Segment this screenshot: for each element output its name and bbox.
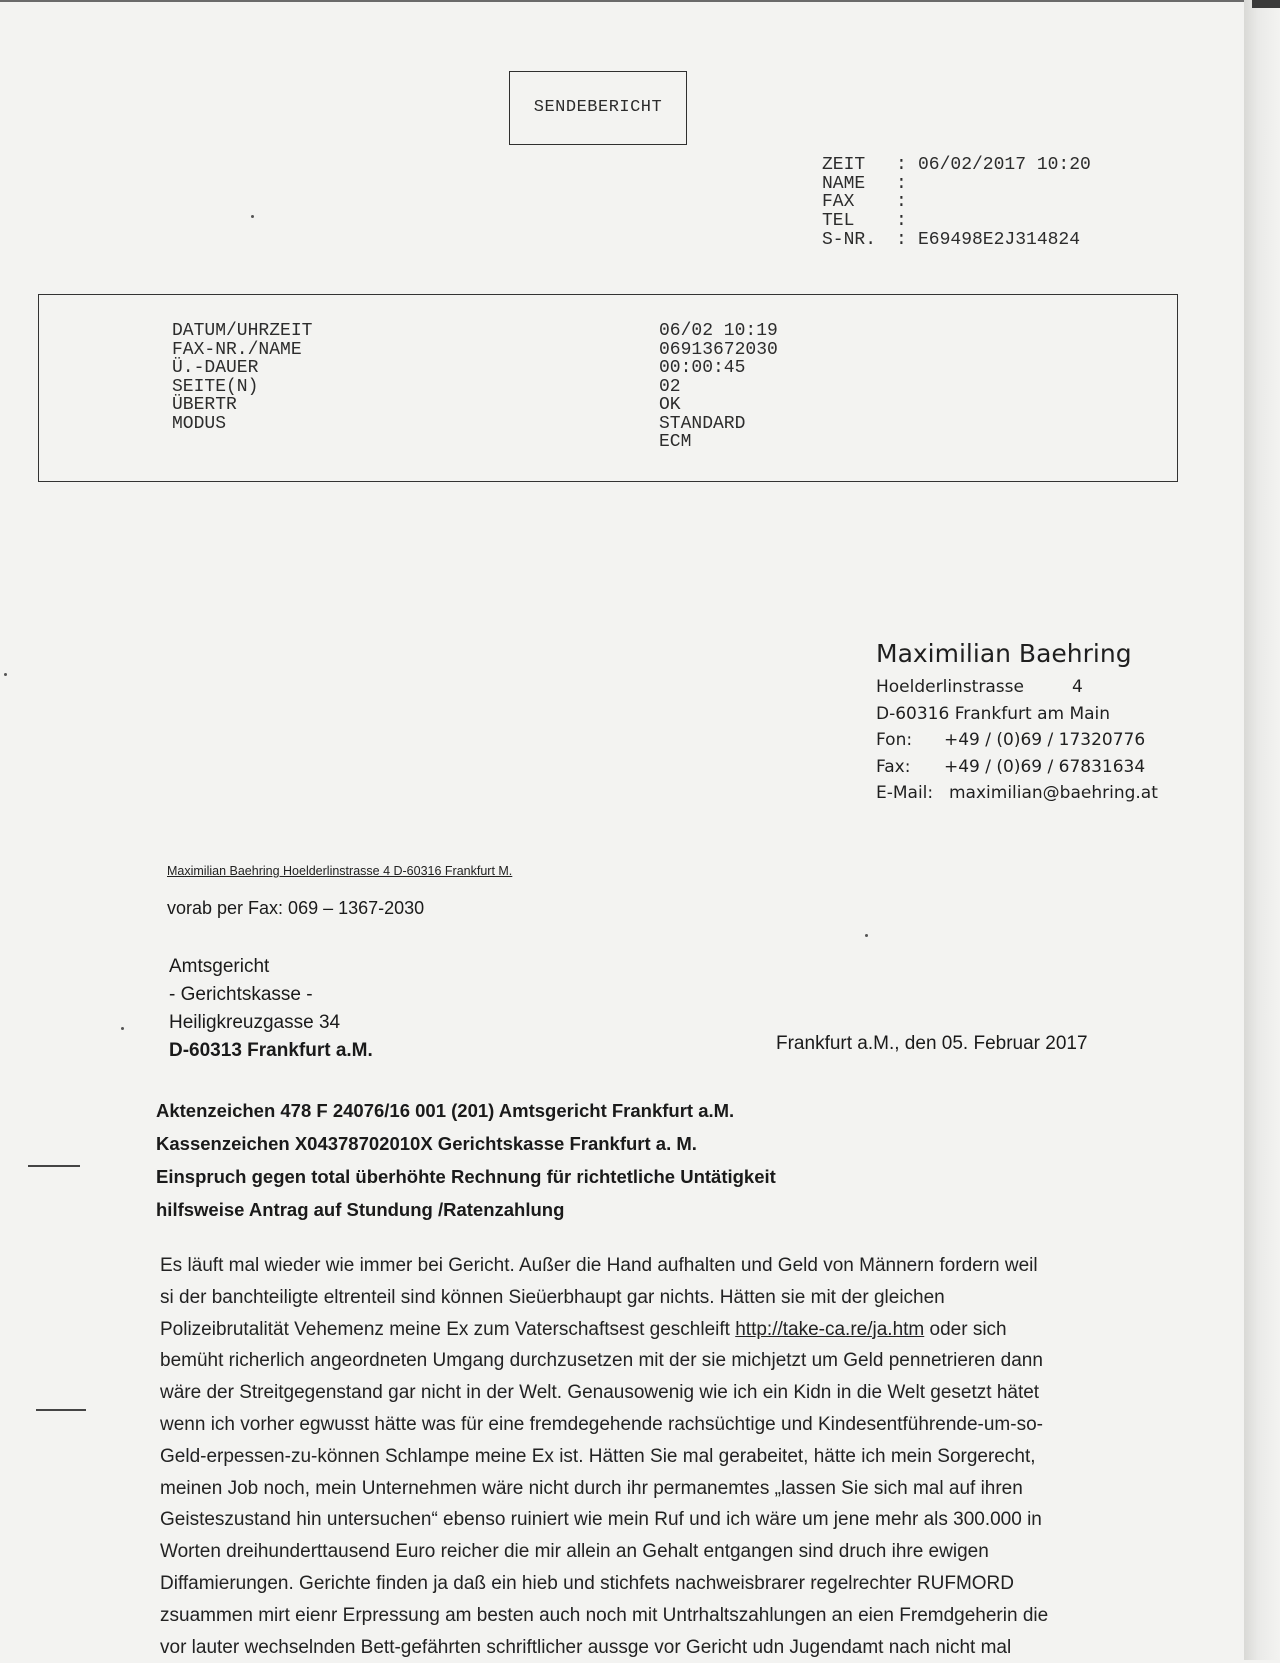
punch-mark bbox=[36, 1409, 86, 1411]
fax-report-title-box bbox=[509, 71, 687, 145]
meta-colon: : bbox=[896, 155, 907, 175]
sender-street-line bbox=[876, 674, 1132, 701]
sender-name: Maximilian Baehring bbox=[876, 639, 1132, 668]
body-line: meinen Job noch, mein Unternehmen wäre nicht durch ihr permanemtes „lassen Sie sich mal auf ihren bbox=[160, 1477, 1023, 1499]
detail-label: FAX-NR./NAME bbox=[172, 339, 302, 360]
meta-colon: : bbox=[896, 173, 907, 194]
meta-colon: : bbox=[896, 211, 907, 232]
detail-label: MODUS bbox=[172, 413, 227, 434]
detail-label: DATUM/UHRZEIT bbox=[172, 321, 313, 341]
meta-label: TEL bbox=[822, 211, 855, 232]
detail-value: STANDARD bbox=[659, 413, 746, 434]
letter-body bbox=[160, 1250, 1160, 1663]
body-line: wäre der Streitgegenstand gar nicht in der Welt. Genausowenig wie ich ein Kidn in die Welt gesetzt hätet bbox=[160, 1382, 1040, 1404]
sender-email-line bbox=[876, 780, 1158, 807]
sender-fax-line bbox=[876, 754, 1146, 781]
body-text-before-link: Polizeibrutalität Vehemenz meine Ex zum Vaterschaftsest geschleift bbox=[160, 1318, 736, 1340]
body-line: bemüht richerlich angeordneten Umgang durchzusetzen mit der sie michjetzt um Geld pennetrieren dann bbox=[160, 1350, 1043, 1372]
detail-value: ECM bbox=[659, 432, 692, 452]
transmission-labels bbox=[172, 322, 312, 433]
subject-block bbox=[156, 1094, 776, 1226]
sender-phone-label: Fon: bbox=[876, 730, 913, 750]
subject-line: Aktenzeichen 478 F 24076/16 001 (201) Amtsgericht Frankfurt a.M. bbox=[156, 1100, 735, 1121]
meta-label: ZEIT bbox=[822, 155, 866, 175]
body-line: Worten dreihunderttausend Euro reicher die mir allein an Gehalt entgangen sind druch ihre ewigen bbox=[160, 1541, 989, 1563]
letter-date: Frankfurt a.M., den 05. Februar 2017 bbox=[776, 1033, 1088, 1054]
detail-label: SEITE(N) bbox=[172, 376, 259, 397]
detail-value: 06913672030 bbox=[659, 339, 778, 360]
sender-phone-line bbox=[876, 727, 1146, 754]
body-line-with-link bbox=[160, 1314, 1160, 1346]
meta-value: 06/02/2017 10:20 bbox=[918, 155, 1091, 175]
scan-speck bbox=[4, 673, 7, 676]
meta-label: FAX bbox=[822, 192, 855, 213]
sender-fax-label: Fax: bbox=[876, 756, 911, 777]
body-line: Geld-erpessen-zu-können Schlampe meine Ex ist. Hätten Sie mal gerabeitet, hätte ich mein Sorgerecht, bbox=[160, 1445, 1036, 1467]
sender-city bbox=[876, 701, 1132, 728]
recipient-line: - Gerichtskasse - bbox=[169, 984, 313, 1005]
body-line: wenn ich vorher egwusst hätte was für eine fremdegehende rachsüchtige und Kindesentführende-um-so- bbox=[160, 1413, 1043, 1435]
sender-street: Hoelderlinstrasse bbox=[876, 677, 1024, 697]
subject-line: Einspruch gegen total überhöhte Rechnung für richtetliche Untätigkeit bbox=[156, 1166, 776, 1187]
sender-city-text: D-60316 Frankfurt am Main bbox=[876, 703, 1111, 724]
fax-report-title: SENDEBERICHT bbox=[533, 98, 663, 117]
meta-label: S-NR. bbox=[822, 229, 877, 250]
scan-speck bbox=[121, 1027, 124, 1030]
detail-value: 00:00:45 bbox=[659, 358, 746, 378]
sender-house-no: 4 bbox=[1072, 677, 1083, 697]
recipient-line: Amtsgericht bbox=[169, 956, 270, 977]
detail-label: Ü.-DAUER bbox=[172, 358, 259, 378]
subject-line: hilfsweise Antrag auf Stundung /Ratenzahlung bbox=[156, 1199, 565, 1220]
page-top-edge bbox=[0, 0, 1250, 2]
detail-label: ÜBERTR bbox=[172, 395, 237, 415]
scan-speck bbox=[251, 215, 254, 218]
transmission-values bbox=[659, 322, 778, 452]
body-line: Es läuft mal wieder wie immer bei Gericht. Außer die Hand aufhalten und Geld von Männern fordern weil bbox=[160, 1255, 1038, 1276]
fax-notice: vorab per Fax: 069 – 1367-2030 bbox=[167, 898, 425, 918]
detail-value: 02 bbox=[659, 376, 681, 397]
detail-value: 06/02 10:19 bbox=[659, 321, 778, 341]
body-line: Diffamierungen. Gerichte finden ja daß ein hieb und stichfets nachweisbrarer regelrechter RUFMORD bbox=[160, 1572, 1014, 1594]
body-line: Geisteszustand hin untersuchen“ ebenso ruiniert wie mein Ruf und ich wäre um jene mehr als 300.000 in bbox=[160, 1509, 1042, 1531]
fold-mark bbox=[28, 1165, 80, 1167]
body-text-after-link: oder sich bbox=[924, 1318, 1007, 1340]
sender-letterhead bbox=[876, 634, 1158, 807]
body-line: zsuammen mirt eienr Erpressung am besten auch noch mit Untrhaltszahlungen an eien Fremdgeherin die bbox=[160, 1604, 1049, 1626]
sender-phone: +49 / (0)69 / 17320776 bbox=[944, 730, 1146, 750]
recipient-address bbox=[169, 953, 373, 1065]
body-line: si der banchteiligte eltrenteil sind können Sieüerbhaupt gar nichts. Hätten sie mit der gleichen bbox=[160, 1286, 945, 1308]
detail-value: OK bbox=[659, 395, 681, 415]
meta-colon: : bbox=[896, 192, 907, 213]
meta-label: NAME bbox=[822, 173, 866, 194]
sender-fax: +49 / (0)69 / 67831634 bbox=[944, 756, 1146, 777]
meta-value: E69498E2J314824 bbox=[918, 229, 1081, 250]
sender-email-label: E-Mail: bbox=[876, 783, 934, 803]
meta-colon: : bbox=[896, 229, 907, 250]
body-line: vor lauter wechselnden Bett-gefährten schriftlicher aussge vor Gericht udn Jugendamt nach nicht mal bbox=[160, 1636, 1012, 1658]
recipient-line: Heiligkreuzgasse 34 bbox=[169, 1012, 341, 1033]
sender-email: maximilian@baehring.at bbox=[949, 783, 1158, 803]
url-link[interactable]: http://take-ca.re/ja.htm bbox=[735, 1318, 925, 1340]
subject-line: Kassenzeichen X04378702010X Gerichtskasse Frankfurt a. M. bbox=[156, 1133, 697, 1154]
recipient-line: D-60313 Frankfurt a.M. bbox=[169, 1040, 373, 1061]
scan-corner-mark bbox=[1252, 0, 1280, 8]
page-right-shadow bbox=[1244, 0, 1280, 1660]
transmission-details-box bbox=[38, 294, 1178, 482]
scan-speck bbox=[865, 934, 868, 937]
return-address: Maximilian Baehring Hoelderlinstrasse 4 D-60316 Frankfurt M. bbox=[167, 864, 513, 878]
